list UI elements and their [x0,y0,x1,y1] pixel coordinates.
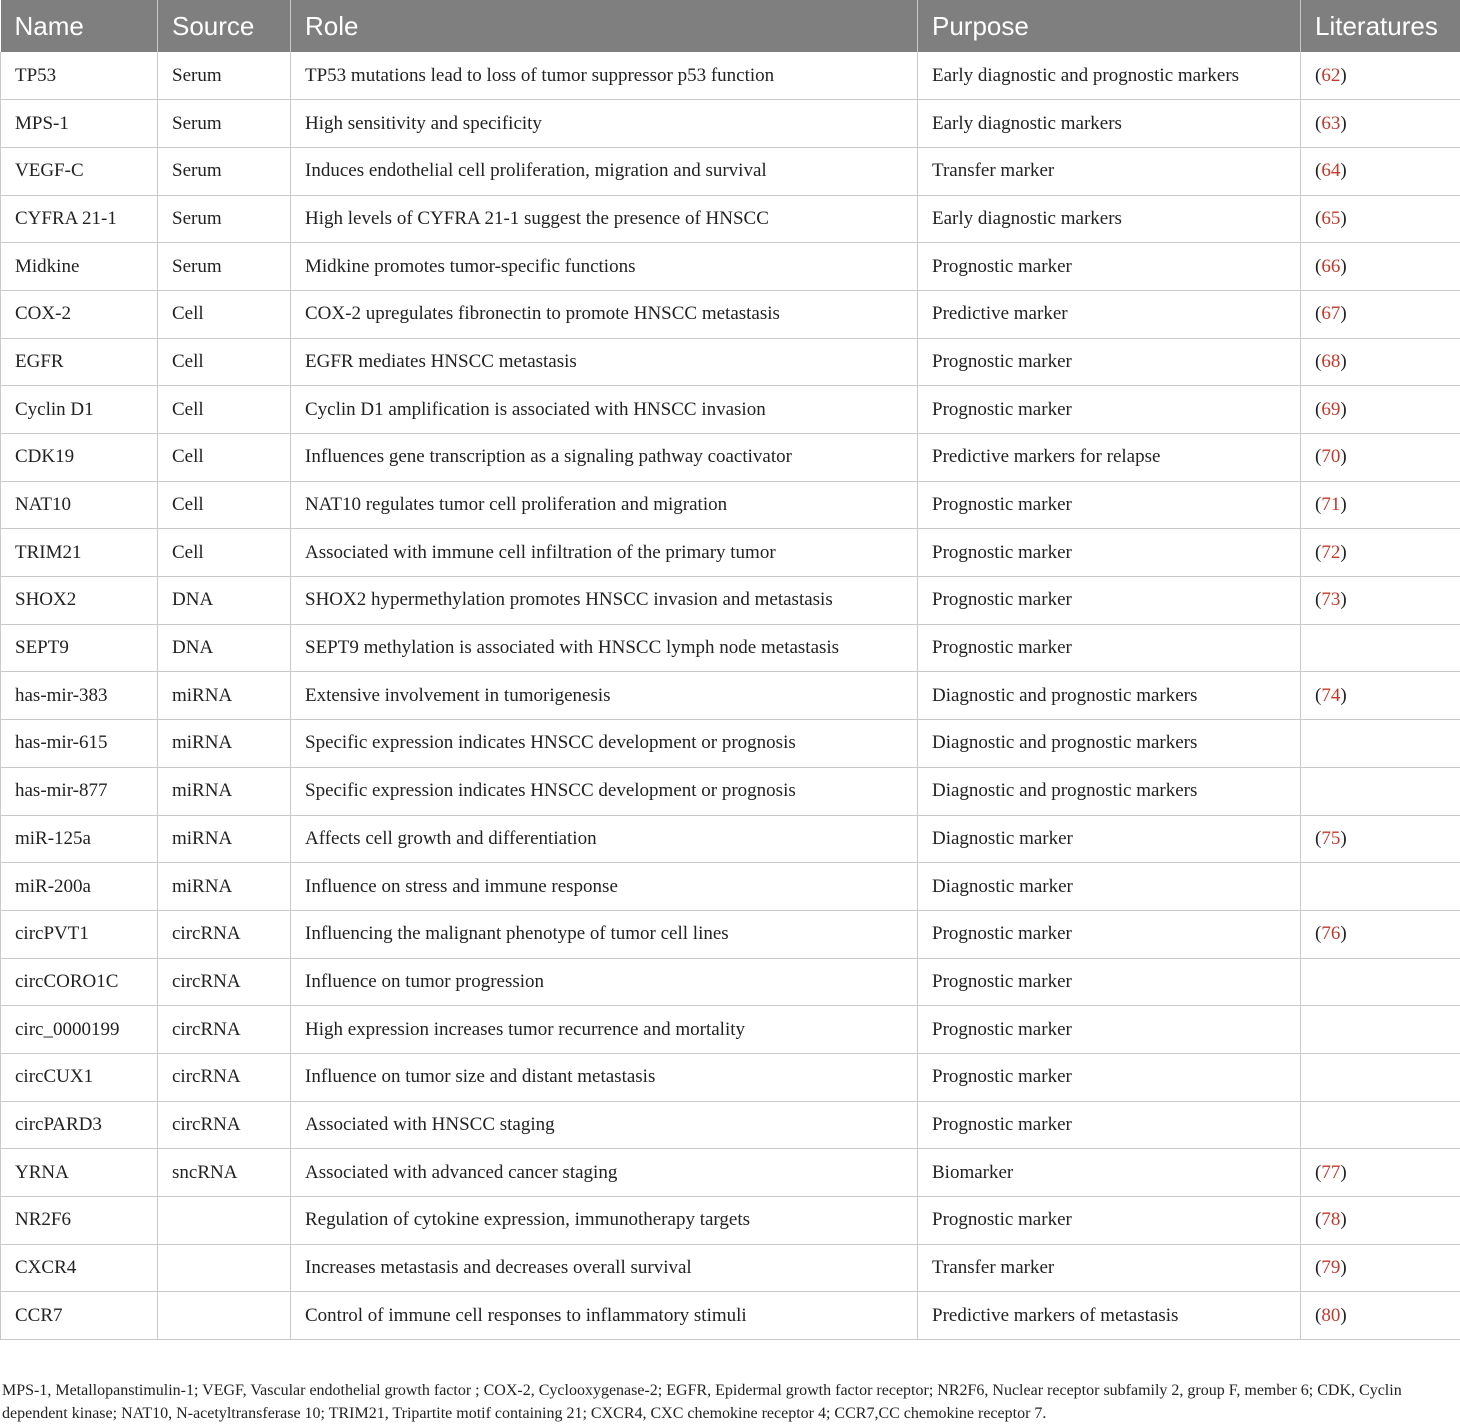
cell-name: CCR7 [1,1292,158,1340]
header-name: Name [1,0,158,52]
cell-literature [1301,1197,1460,1245]
paren-close: ) [1340,827,1347,849]
cell-literature [1301,195,1460,243]
cell-literature [1301,52,1460,100]
cell-literature [1301,863,1460,911]
cell-name: has-mir-383 [1,672,158,720]
header-role: Role [291,0,918,52]
cell-name: circCORO1C [1,958,158,1006]
cell-source [158,1292,291,1340]
paren-open: ( [1315,1161,1322,1183]
reference-link[interactable]: 66 [1321,255,1341,277]
cell-purpose: Biomarker [918,1149,1301,1197]
cell-name: NAT10 [1,481,158,529]
paren-open: ( [1315,827,1322,849]
cell-literature [1301,529,1460,577]
table-row [1,529,1460,577]
reference-link[interactable]: 78 [1321,1209,1341,1231]
cell-literature [1301,1053,1460,1101]
cell-purpose: Prognostic marker [918,910,1301,958]
paren-close: ) [1340,207,1347,229]
paren-close: ) [1340,112,1347,134]
cell-literature [1301,1292,1460,1340]
table-row [1,1292,1460,1340]
cell-role: SHOX2 hypermethylation promotes HNSCC invasion and metastasis [291,577,918,625]
cell-purpose: Transfer marker [918,147,1301,195]
cell-literature [1301,147,1460,195]
cell-source: DNA [158,624,291,672]
cell-name: miR-125a [1,815,158,863]
table-row [1,958,1460,1006]
cell-literature [1301,243,1460,291]
cell-role: High expression increases tumor recurrence and mortality [291,1006,918,1054]
cell-name: VEGF-C [1,147,158,195]
cell-purpose: Early diagnostic and prognostic markers [918,52,1301,100]
header-row [1,0,1460,52]
cell-literature [1301,1101,1460,1149]
paren-open: ( [1315,1257,1322,1279]
paren-close: ) [1340,1209,1347,1231]
paren-close: ) [1340,541,1347,563]
cell-role: Influence on stress and immune response [291,863,918,911]
cell-purpose: Prognostic marker [918,243,1301,291]
cell-name: circPARD3 [1,1101,158,1149]
cell-purpose: Prognostic marker [918,529,1301,577]
cell-role: Control of immune cell responses to inflammatory stimuli [291,1292,918,1340]
table-row [1,767,1460,815]
paren-open: ( [1315,923,1322,945]
cell-source: miRNA [158,815,291,863]
paren-close: ) [1340,64,1347,86]
cell-name: YRNA [1,1149,158,1197]
cell-source: miRNA [158,672,291,720]
reference-link[interactable]: 65 [1321,207,1341,229]
cell-literature [1301,577,1460,625]
table-row [1,1053,1460,1101]
cell-purpose: Diagnostic and prognostic markers [918,672,1301,720]
cell-purpose: Diagnostic and prognostic markers [918,767,1301,815]
cell-purpose: Prognostic marker [918,1197,1301,1245]
cell-literature [1301,481,1460,529]
cell-source: miRNA [158,720,291,768]
reference-link[interactable]: 70 [1321,446,1341,468]
paren-open: ( [1315,1304,1322,1326]
table-row [1,386,1460,434]
cell-source: DNA [158,577,291,625]
cell-purpose: Diagnostic and prognostic markers [918,720,1301,768]
paren-open: ( [1315,1209,1322,1231]
cell-source: Serum [158,147,291,195]
cell-purpose: Prognostic marker [918,481,1301,529]
cell-literature [1301,672,1460,720]
cell-role: Influencing the malignant phenotype of tumor cell lines [291,910,918,958]
cell-source: Serum [158,52,291,100]
table-row [1,338,1460,386]
cell-purpose: Early diagnostic markers [918,195,1301,243]
table-row [1,910,1460,958]
paren-close: ) [1340,494,1347,516]
cell-literature [1301,624,1460,672]
cell-literature [1301,100,1460,148]
paren-close: ) [1340,1257,1347,1279]
cell-purpose: Early diagnostic markers [918,100,1301,148]
reference-link[interactable]: 73 [1321,589,1341,611]
table-footnote: MPS-1, Metallopanstimulin-1; VEGF, Vascular endothelial growth factor ; COX-2, Cyclooxygenase-2; EGFR, Epidermal growth factor receptor; NR2F6, Nuclear receptor subfamily 2, group F, member 6; CDK, Cyclin dependent kinase; NAT10, N-acetyltransferase 10; TRIM21, Tripartite motif containing 21; CXCR4, CXC chemokine receptor 4; CCR7,CC chemokine receptor 7. [2,1382,1402,1422]
paren-open: ( [1315,255,1322,277]
cell-literature [1301,1244,1460,1292]
table-row [1,624,1460,672]
cell-role: Affects cell growth and differentiation [291,815,918,863]
cell-source: Cell [158,386,291,434]
cell-name: CDK19 [1,434,158,482]
cell-literature [1301,1149,1460,1197]
table-row [1,52,1460,100]
cell-role: Cyclin D1 amplification is associated with HNSCC invasion [291,386,918,434]
cell-literature [1301,290,1460,338]
table-row [1,434,1460,482]
cell-name: Cyclin D1 [1,386,158,434]
paren-open: ( [1315,350,1322,372]
table-row [1,243,1460,291]
cell-source: Serum [158,100,291,148]
header-source: Source [158,0,291,52]
reference-link[interactable]: 67 [1321,303,1341,325]
cell-name: CXCR4 [1,1244,158,1292]
cell-name: COX-2 [1,290,158,338]
paren-close: ) [1340,1161,1347,1183]
cell-role: High sensitivity and specificity [291,100,918,148]
reference-link[interactable]: 64 [1321,160,1341,182]
cell-role: Specific expression indicates HNSCC development or prognosis [291,767,918,815]
cell-name: has-mir-877 [1,767,158,815]
cell-name: circCUX1 [1,1053,158,1101]
paren-open: ( [1315,589,1322,611]
cell-role: Induces endothelial cell proliferation, migration and survival [291,147,918,195]
table-row [1,577,1460,625]
paren-open: ( [1315,494,1322,516]
table-row [1,815,1460,863]
reference-link[interactable]: 68 [1321,350,1341,372]
cell-role: Influence on tumor size and distant metastasis [291,1053,918,1101]
table-row [1,481,1460,529]
cell-name: NR2F6 [1,1197,158,1245]
table-row [1,863,1460,911]
reference-link[interactable]: 72 [1321,541,1341,563]
cell-purpose: Prognostic marker [918,577,1301,625]
paren-open: ( [1315,398,1322,420]
cell-purpose: Diagnostic marker [918,863,1301,911]
paren-open: ( [1315,684,1322,706]
cell-literature [1301,1006,1460,1054]
cell-source: Serum [158,243,291,291]
cell-source: Serum [158,195,291,243]
table-row [1,1244,1460,1292]
paren-close: ) [1340,1304,1347,1326]
cell-purpose: Prognostic marker [918,958,1301,1006]
cell-purpose: Prognostic marker [918,1101,1301,1149]
cell-source: circRNA [158,1006,291,1054]
cell-role: TP53 mutations lead to loss of tumor suppressor p53 function [291,52,918,100]
cell-purpose: Prognostic marker [918,386,1301,434]
paren-close: ) [1340,684,1347,706]
cell-source: Cell [158,338,291,386]
paren-close: ) [1340,160,1347,182]
reference-link[interactable]: 79 [1321,1257,1341,1279]
paren-open: ( [1315,112,1322,134]
cell-purpose: Diagnostic marker [918,815,1301,863]
cell-purpose: Prognostic marker [918,624,1301,672]
reference-link[interactable]: 75 [1321,827,1341,849]
cell-source: Cell [158,290,291,338]
cell-name: MPS-1 [1,100,158,148]
cell-role: Regulation of cytokine expression, immunotherapy targets [291,1197,918,1245]
cell-name: circ_0000199 [1,1006,158,1054]
table-row [1,1197,1460,1245]
header-purpose: Purpose [918,0,1301,52]
reference-link[interactable]: 71 [1321,494,1341,516]
cell-source: sncRNA [158,1149,291,1197]
cell-name: TRIM21 [1,529,158,577]
cell-source: Cell [158,434,291,482]
cell-name: TP53 [1,52,158,100]
table-row [1,672,1460,720]
cell-role: SEPT9 methylation is associated with HNSCC lymph node metastasis [291,624,918,672]
paren-close: ) [1340,446,1347,468]
table-row [1,720,1460,768]
cell-name: has-mir-615 [1,720,158,768]
cell-source: circRNA [158,1053,291,1101]
cell-purpose: Prognostic marker [918,338,1301,386]
cell-literature [1301,386,1460,434]
paren-close: ) [1340,255,1347,277]
cell-purpose: Predictive markers of metastasis [918,1292,1301,1340]
reference-link[interactable]: 77 [1321,1161,1341,1183]
cell-role: NAT10 regulates tumor cell proliferation and migration [291,481,918,529]
paren-close: ) [1340,923,1347,945]
cell-role: Influence on tumor progression [291,958,918,1006]
cell-source: Cell [158,529,291,577]
table-row [1,290,1460,338]
table-row [1,100,1460,148]
paren-open: ( [1315,160,1322,182]
cell-role: Extensive involvement in tumorigenesis [291,672,918,720]
cell-name: CYFRA 21-1 [1,195,158,243]
table-body [1,52,1460,1340]
reference-link[interactable]: 80 [1321,1304,1341,1326]
cell-source: miRNA [158,767,291,815]
cell-purpose: Predictive markers for relapse [918,434,1301,482]
cell-role: COX-2 upregulates fibronectin to promote HNSCC metastasis [291,290,918,338]
paren-close: ) [1340,303,1347,325]
reference-link[interactable]: 63 [1321,112,1341,134]
cell-source: circRNA [158,958,291,1006]
cell-role: High levels of CYFRA 21-1 suggest the presence of HNSCC [291,195,918,243]
header-literatures: Literatures [1301,0,1460,52]
cell-literature [1301,434,1460,482]
cell-literature [1301,815,1460,863]
cell-source [158,1197,291,1245]
reference-link[interactable]: 62 [1321,64,1341,86]
paren-open: ( [1315,541,1322,563]
table-row [1,1006,1460,1054]
paren-open: ( [1315,64,1322,86]
cell-purpose: Transfer marker [918,1244,1301,1292]
cell-name: EGFR [1,338,158,386]
cell-literature [1301,338,1460,386]
cell-role: Associated with HNSCC staging [291,1101,918,1149]
cell-purpose: Prognostic marker [918,1053,1301,1101]
paren-close: ) [1340,350,1347,372]
table-row [1,1101,1460,1149]
cell-source: circRNA [158,1101,291,1149]
cell-literature [1301,910,1460,958]
paren-close: ) [1340,398,1347,420]
cell-source: miRNA [158,863,291,911]
cell-role: Associated with advanced cancer staging [291,1149,918,1197]
paren-open: ( [1315,207,1322,229]
cell-purpose: Predictive marker [918,290,1301,338]
cell-source [158,1244,291,1292]
cell-literature [1301,958,1460,1006]
cell-source: Cell [158,481,291,529]
cell-name: Midkine [1,243,158,291]
cell-literature [1301,767,1460,815]
cell-role: Associated with immune cell infiltration of the primary tumor [291,529,918,577]
cell-role: Midkine promotes tumor-specific functions [291,243,918,291]
cell-role: Influences gene transcription as a signaling pathway coactivator [291,434,918,482]
cell-role: Specific expression indicates HNSCC development or prognosis [291,720,918,768]
cell-literature [1301,720,1460,768]
cell-source: circRNA [158,910,291,958]
cell-name: circPVT1 [1,910,158,958]
cell-role: Increases metastasis and decreases overall survival [291,1244,918,1292]
cell-role: EGFR mediates HNSCC metastasis [291,338,918,386]
cell-purpose: Prognostic marker [918,1006,1301,1054]
paren-open: ( [1315,446,1322,468]
paren-close: ) [1340,589,1347,611]
paren-open: ( [1315,303,1322,325]
cell-name: miR-200a [1,863,158,911]
reference-link[interactable]: 74 [1321,684,1341,706]
cell-name: SHOX2 [1,577,158,625]
cell-name: SEPT9 [1,624,158,672]
reference-link[interactable]: 76 [1321,923,1341,945]
table-row [1,1149,1460,1197]
table-row [1,147,1460,195]
table-row [1,195,1460,243]
reference-link[interactable]: 69 [1321,398,1341,420]
